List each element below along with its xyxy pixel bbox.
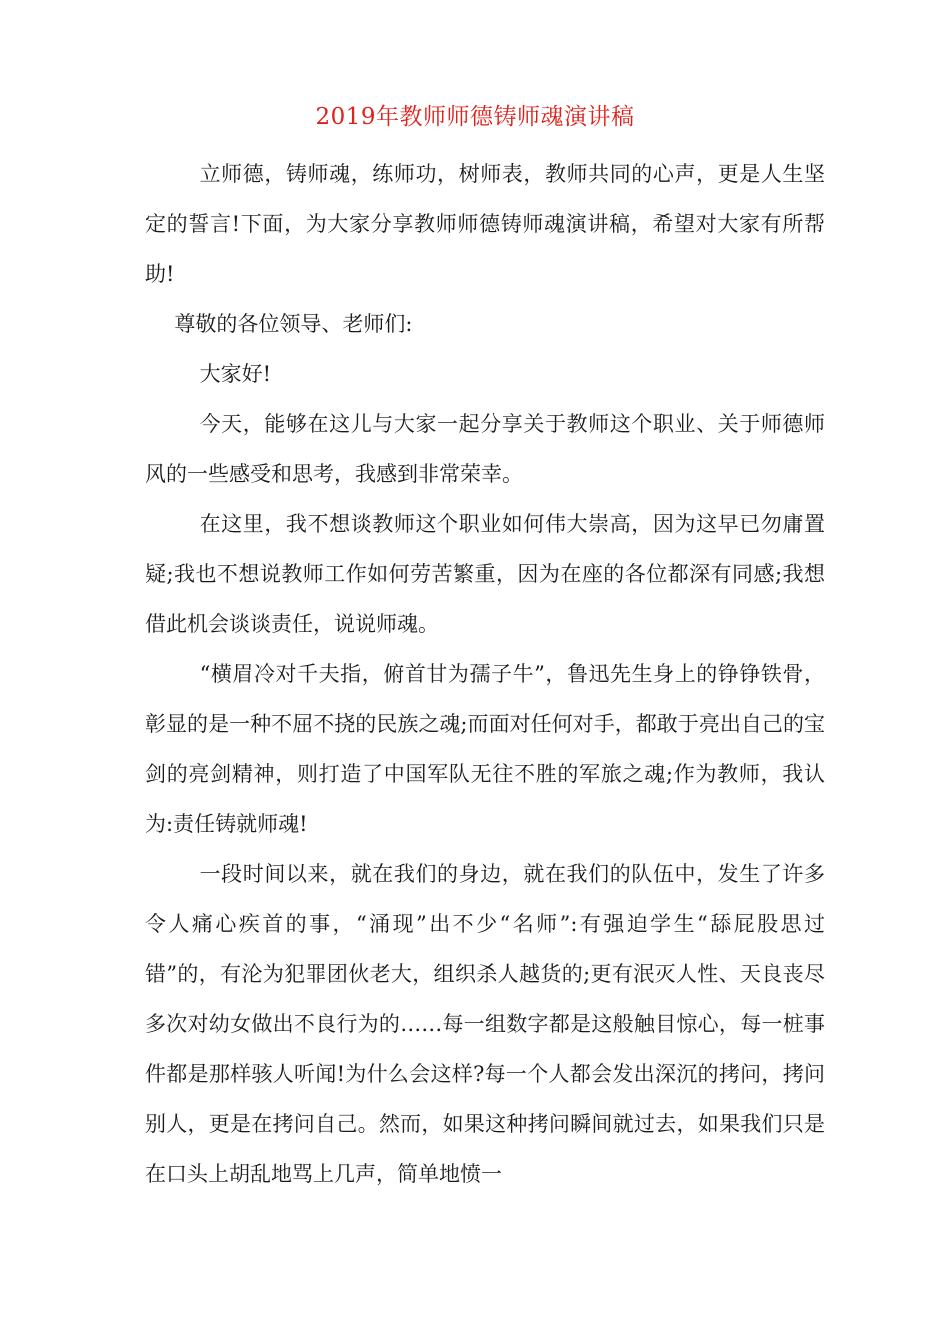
greeting-paragraph: 大家好! — [199, 362, 272, 386]
document-body — [145, 149, 825, 1199]
body-paragraph-1: 今天，能够在这儿与大家一起分享关于教师这个职业、关于师德师风的一些感受和思考，我感到非常荣幸。 — [145, 412, 825, 486]
body-paragraph-4: 一段时间以来，就在我们的身边，就在我们的队伍中，发生了许多令人痛心疾首的事，“涌现”出不少“名师”:有强迫学生“舔屁股思过错”的，有沦为犯罪团伙老大，组织杀人越货的;更有泯灭人性、天良丧尽多次对幼女做出不良行为的……每一组数字都是这般触目惊心，每一桩事件都是那样骇人听闻!为什么会这样?每一个人都会发出深沉的拷问，拷问别人，更是在拷问自己。然而，如果这种拷问瞬间就过去，如果我们只是在口头上胡乱地骂上几声，简单地愤一 — [145, 862, 825, 1186]
body-paragraph-3: “横眉冷对千夫指，俯首甘为孺子牛”，鲁迅先生身上的铮铮铁骨，彰显的是一种不屈不挠的民族之魂;而面对任何对手，都敢于亮出自己的宝剑的亮剑精神，则打造了中国军队无往不胜的军旅之魂;作为教师，我认为:责任铸就师魂! — [145, 662, 825, 836]
body-paragraph-2: 在这里，我不想谈教师这个职业如何伟大崇高，因为这早已勿庸置疑;我也不想说教师工作如何劳苦繁重，因为在座的各位都深有同感;我想借此机会谈谈责任，说说师魂。 — [145, 512, 825, 636]
salutation-paragraph: 尊敬的各位领导、老师们: — [174, 312, 413, 336]
intro-paragraph: 立师德，铸师魂，练师功，树师表，教师共同的心声，更是人生坚定的誓言!下面，为大家分享教师师德铸师魂演讲稿，希望对大家有所帮助! — [145, 162, 825, 286]
document-title: 2019年教师师德铸师魂演讲稿 — [315, 104, 635, 130]
